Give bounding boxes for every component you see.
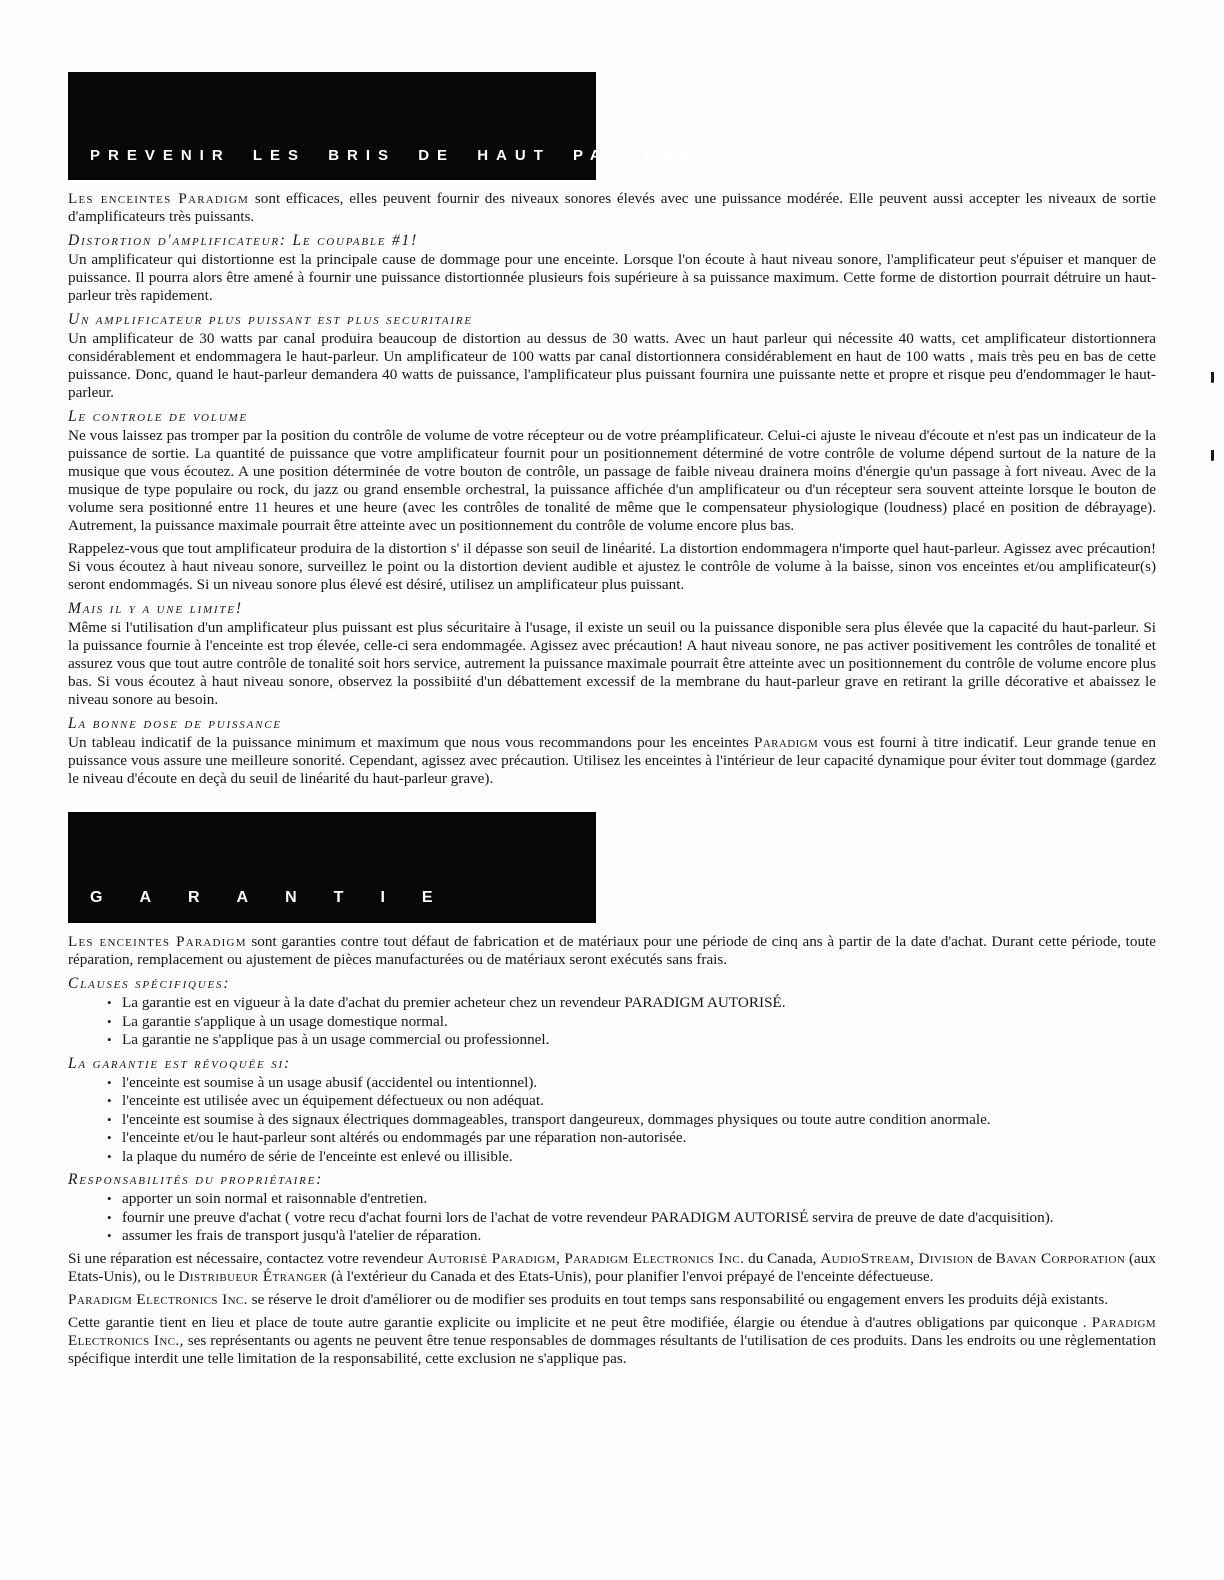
list-item: • l'enceinte et/ou le haut-parleur sont altérés ou endommagés par une réparation non-autorisée. <box>105 1129 1156 1148</box>
final-text: Cette garantie tient en lieu et place de toute autre garantie explicite ou implicite et ne peut être modifiée, élargie ou étendue à d'autres obligations par quiconque . <box>68 1313 1092 1331</box>
list-item: • l'enceinte est utilisée avec un équipement défectueux ou non adéquat. <box>105 1092 1156 1111</box>
warranty-intro-lead-smallcaps: Les enceintes Paradigm <box>68 933 247 950</box>
scan-artifact-mark <box>1211 450 1214 461</box>
heading-controle-volume: Le controle de volume <box>68 408 248 425</box>
list-item: • fournir une preuve d'achat ( votre recu d'achat fourni lors de l'achat de votre revendeur PARADIGM AUTORISÉ servira de preuve de date d'acquisition). <box>105 1209 1156 1228</box>
clauses-list <box>68 994 1156 1050</box>
paradigm-electronics-smallcaps: Paradigm Electronics Inc., <box>68 1313 1156 1349</box>
warranty-section-banner <box>68 812 596 923</box>
repair-text: Si une réparation est nécessaire, contactez votre revendeur <box>68 1249 428 1267</box>
list-item: • l'enceinte est soumise à un usage abusif (accidentel ou intentionnel). <box>105 1074 1156 1093</box>
heading-distortion: Distortion d'amplificateur: Le coupable #1! <box>68 232 419 249</box>
paragraph-reparation <box>68 1250 1156 1286</box>
bavan-corporation-smallcaps: Bavan Corporation <box>995 1249 1126 1267</box>
audiostream-smallcaps: AudioStream, Division <box>820 1249 974 1267</box>
repair-text: du Canada, <box>744 1249 821 1267</box>
paradigm-smallcaps: Paradigm <box>753 734 819 751</box>
heading-amplificateur-puissant: Un amplificateur plus puissant est plus securitaire <box>68 311 473 328</box>
list-item: • la plaque du numéro de série de l'enceinte est enlevé ou illisible. <box>105 1148 1156 1167</box>
final-text: ses représentants ou agents ne peuvent être tenue responsables de dommages résultants de l'utilisation de ces produits. Dans les endroits ou une règlementation spécifique interdit une telle limitation de la responsabilité, cette exclusion ne s'applique pas. <box>68 1331 1156 1367</box>
paragraph-limite: Même si l'utilisation d'un amplificateur plus puissant est plus sécuritaire à l'usage, il existe un seuil ou la puissance disponible sera plus élevée que la capacité du haut-parleur. Si la puissance fournie à l'enceinte est trop élevée, celle-ci sera endommagée. Agissez avec précaution! A haut niveau sonore, ne pas activer positivement les contrôles de tonalité et assurez vous que tout autre contrôle de tonalité soit hors service, autrement la puissance maximale pourrait être atteinte avec un positionnement du contrôle de volume encore plus bas. Si vous écoutez à haut niveau sonore, observez la possibiité d'un débattement excessif de la membrane du haut-parleur grave en retirant la grille décorative et abaissez le niveau sonore au besoin. <box>68 619 1156 708</box>
paragraph-rappelez-vous: Rappelez-vous que tout amplificateur produira de la distortion s' il dépasse son seuil de linéarité. La distortion endommagera n'importe quel haut-parleur. Agissez avec précaution! Si vous écoutez à haut niveau sonore, surveillez le point ou la distortion devient audible et ajustez le contrôle de volume à la baisse, sinon vos enceintes et/ou amplificateur(s) seront endommagés. Si un niveau sonore plus élevé est désiré, utilisez un amplificateur plus puissant. <box>68 540 1156 593</box>
paragraph-distortion: Un amplificateur qui distortionne est la principale cause de dommage pour une enceinte. Lorsque l'on écoute à haut niveau sonore, l'amplificateur peut s'épuiser et manquer de puissance. Il pourra alors être amené à fournir une puissance distortionnée plusieurs fois supérieure à sa puissance maximum. Cette forme de distortion pourrait détruire un haut-parleur très rapidement. <box>68 251 1156 304</box>
heading-clauses-specifiques: Clauses spécifiques: <box>68 975 231 992</box>
paragraph-reserve-droit <box>68 1291 1156 1309</box>
prevention-banner-title: PREVENIR LES BRIS DE HAUT PARLEUR <box>90 147 701 164</box>
reserve-text: se réserve le droit d'améliorer ou de modifier ses produits en tout temps sans responsabilité ou engagement envers les produits déjà existants. <box>247 1290 1109 1308</box>
list-item: • l'enceinte est soumise à des signaux électriques dommageables, transport dangeureux, dommages physiques ou toute autre condition anormale. <box>105 1111 1156 1130</box>
list-item: • apporter un soin normal et raisonnable d'entretien. <box>105 1190 1156 1209</box>
paragraph-amplificateur-puissant: Un amplificateur de 30 watts par canal produira beaucoup de distortion au dessus de 30 watts. Avec un haut parleur qui nécessite 40 watts, cet amplificateur distortionnera considérablement et endommagera le haut-parleur. Un amplificateur de 100 watts par canal distortionnera considérablement en haut de 100 watts , mais très peu en bas de cette puissance. Donc, quand le haut-parleur demandera 40 watts de puissance, l'amplificateur plus puissant fournira une puissante nette et propre et risque peu d'endommager le haut-parleur. <box>68 330 1156 401</box>
intro-lead-smallcaps: Les enceintes Paradigm <box>68 190 250 207</box>
warranty-intro-paragraph <box>68 933 1156 969</box>
paradigm-electronics-smallcaps: Autorisé Paradigm, Paradigm Electronics Inc. <box>427 1249 745 1267</box>
paragraph-garantie-finale <box>68 1314 1156 1368</box>
bonne-dose-text: Un tableau indicatif de la puissance minimum et maximum que nous vous recommandons pour les enceintes <box>68 734 754 751</box>
responsibilities-list <box>68 1190 1156 1246</box>
paradigm-electronics-smallcaps: Paradigm Electronics Inc. <box>68 1290 248 1308</box>
list-item: • La garantie s'applique à un usage domestique normal. <box>105 1013 1156 1032</box>
distribueur-etranger-smallcaps: Distribueur Étranger <box>178 1267 328 1285</box>
bonne-dose-text-suite: vous est fourni à titre indicatif. Leur grande tenue en puissance vous assure une meilleure sonorité. Cependant, agissez avec précaution. Utilisez les enceintes à l'intérieur de leur capacité dynamique pour éviter tout dommage (gardez le niveau d'écoute en deçà du seuil de linéarité du haut-parleur grave). <box>68 734 1156 787</box>
scan-artifact-mark <box>1211 372 1214 383</box>
warranty-banner-title: GARANTIE <box>90 889 470 906</box>
prevention-section-banner <box>68 72 701 180</box>
intro-text: sont efficaces, elles peuvent fournir des niveaux sonores élevés avec une puissance modérée. Elle peuvent aussi accepter les niveaux de sortie d'amplificateurs très puissants. <box>68 190 1156 225</box>
repair-text: de <box>973 1249 996 1267</box>
heading-responsabilites: Responsabilités du propriétaire: <box>68 1171 324 1188</box>
revocation-list <box>68 1074 1156 1167</box>
heading-bonne-dose: La bonne dose de puissance <box>68 715 282 732</box>
list-item: • La garantie est en vigueur à la date d'achat du premier acheteur chez un revendeur PARADIGM AUTORISÉ. <box>105 994 1156 1013</box>
heading-garantie-revoquee: La garantie est révoquée si: <box>68 1054 291 1072</box>
heading-limite: Mais il y a une limite! <box>68 600 243 617</box>
list-item: • La garantie ne s'applique pas à un usage commercial ou professionnel. <box>105 1031 1156 1050</box>
repair-text: (à l'extérieur du Canada et des Etats-Unis), pour planifier l'envoi prépayé de l'enceinte défectueuse. <box>327 1267 934 1285</box>
warranty-intro-text: sont garanties contre tout défaut de fabrication et de matériaux pour une période de cinq ans à partir de la date d'achat. Durant cette période, toute réparation, remplacement ou ajustement de pièces manufacturées ou de matériaux seront exécutés sans frais. <box>68 933 1156 968</box>
paragraph-controle-volume: Ne vous laissez pas tromper par la position du contrôle de volume de votre récepteur ou de votre préamplificateur. Celui-ci ajuste le niveau d'écoute et n'est pas un indicateur de la puissance de sortie. La quantité de puissance que votre amplificateur fournit pour un positionnement déterminé de votre contrôle de volume dépend surtout de la nature de la musique que vous écoutez. A une position déterminée de votre bouton de contrôle, un passage de faible niveau drainera moins d'énergie qu'un passage à fort niveau. Avec de la musique de type populaire ou rock, du jazz ou grand ensemble orchestral, la puissance affichée d'un amplificateur ou d'un récepteur sera souvent atteinte lorsque le bouton de volume sera positionné entre 11 heures et une heure (avec les contrôles de tonalité de même que le compensateur physiologique (loudness) placé en position de débrayage). Autrement, la puissance maximale pourrait être atteinte avec un positionnement du contrôle de volume encore plus bas. <box>68 427 1156 534</box>
list-item: • assumer les frais de transport jusqu'à l'atelier de réparation. <box>105 1227 1156 1246</box>
repair-text: (aux Etats-Unis), ou le <box>68 1249 1156 1285</box>
prevention-intro-paragraph <box>68 190 1156 226</box>
paragraph-bonne-dose <box>68 734 1156 788</box>
